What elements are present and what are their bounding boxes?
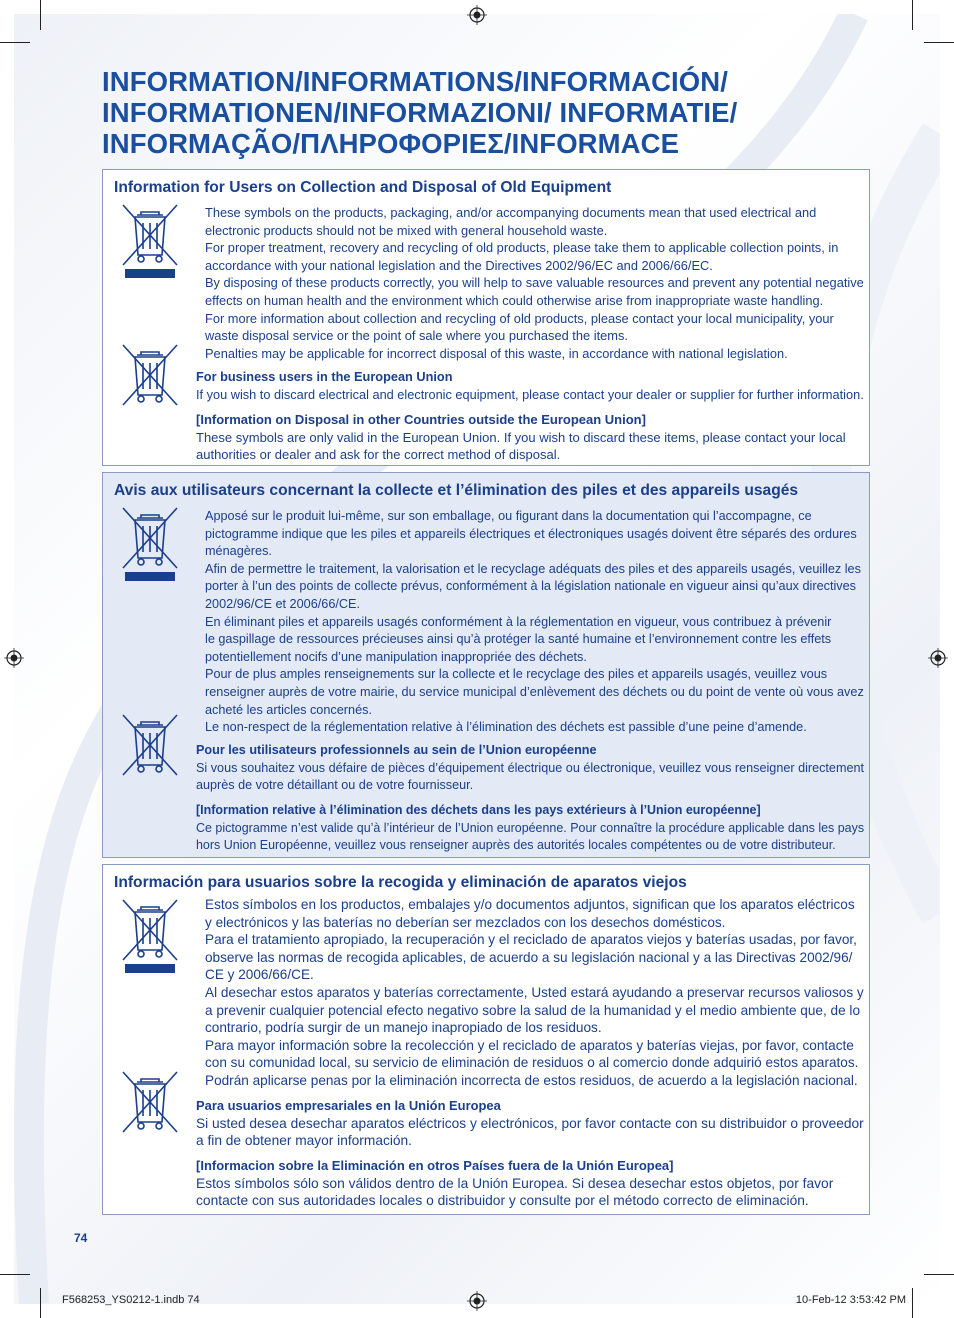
body-line: effects on human health and the environment which could otherwise arise from inappropriate waste handling. [205, 292, 824, 308]
registration-mark-icon [4, 648, 24, 668]
body-line: hors Union Européenne, veuillez vous renseigner auprès des autorités locales compétentes ou de votre distributeur. [196, 837, 836, 853]
body-line: contacte con sus autoridades locales o distribuidor y consulte por el método correcto de eliminación. [196, 1193, 809, 1209]
outside-heading: [Informacion sobre la Eliminación en otros Países fuera de la Unión Europea] [196, 1158, 674, 1173]
body-line: porter à l’un des points de collecte prévus, conformément à la législation nationale en vigueur ainsi qu’aux directives [205, 578, 857, 594]
body-line: CE y 2006/66/CE. [205, 967, 314, 983]
crop-mark [0, 42, 30, 43]
body-line: En éliminant piles et appareils usagés conformément à la réglementation en vigueur, vous contribuez à prévenir [205, 613, 832, 629]
body-line: Si usted desea desechar aparatos eléctricos y electrónicos, por favor contacte con su distribuidor o proveedor [196, 1115, 864, 1131]
outside-heading: [Information relative à l’élimination des déchets dans les pays extérieurs à l’Union européenne] [196, 802, 761, 817]
section-heading: Avis aux utilisateurs concernant la collecte et l’élimination des piles et des appareils usagés [114, 482, 799, 499]
body-line: Penalties may be applicable for incorrect disposal of this waste, in accordance with national legislation. [205, 345, 788, 361]
crop-mark [40, 0, 41, 30]
body-line: Le non-respect de la réglementation relative à l’élimination des déchets est passible d’une peine d’amende. [205, 719, 807, 735]
crossed-bin-icon [121, 713, 179, 779]
crossed-bin-icon [121, 1070, 179, 1136]
crop-mark [924, 1274, 954, 1275]
section-heading: Información para usuarios sobre la recogida y eliminación de aparatos viejos [114, 874, 687, 891]
business-heading: For business users in the European Union [196, 369, 453, 384]
body-line: acheté les articles concernés. [205, 701, 372, 717]
section-english [102, 169, 870, 466]
body-line: For more information about collection and recycling of old products, please contact your local municipality, your [205, 310, 834, 326]
crossed-bin-icon [121, 898, 179, 976]
body-line: Al desechar estos aparatos y baterías correctamente, Usted estará ayudando a preservar recursos valiosos y [205, 984, 864, 1000]
outside-heading: [Information on Disposal in other Countries outside the European Union] [196, 412, 646, 427]
crop-mark [40, 1288, 41, 1318]
crossed-bin-icon [121, 203, 179, 281]
body-line: con su comunidad local, su servicio de eliminación de residuos o al comercio donde adquirió estos aparatos. [205, 1055, 859, 1071]
body-line: renseigner auprès de votre mairie, du service municipal d’enlèvement des déchets ou du point de vente où vous avez [205, 683, 864, 699]
body-line: If you wish to discard electrical and electronic equipment, please contact your dealer or supplier for further information. [196, 386, 864, 402]
body-line: Podrán aplicarse penas por la eliminación incorrecta de estos residuos, de acuerdo a la legislación nacional. [205, 1072, 858, 1088]
title-line: INFORMATIONEN/INFORMAZIONI/ INFORMATIE/ [102, 97, 738, 128]
page-number: 74 [74, 1231, 88, 1245]
body-line: 2002/96/CE et 2006/66/CE. [205, 595, 361, 611]
body-line: a prevenir cualquier potencial efecto negativo sobre la salud de la humanidad y el medio ambiente que, de lo [205, 1002, 861, 1018]
section-spanish [102, 864, 870, 1215]
body-line: accordance with your national legislation and the Directives 2002/96/EC and 2006/66/EC. [205, 257, 713, 273]
crop-mark [912, 1288, 913, 1318]
outside-eu-block [196, 411, 846, 464]
body-line: These symbols on the products, packaging, and/or accompanying documents mean that used electrical and [205, 205, 817, 220]
body-line: Afin de permettre le traitement, la valorisation et le recyclage adéquats des piles et des appareils usagés, veuillez les [205, 560, 861, 576]
crossed-bin-icon [121, 343, 179, 409]
registration-mark-icon [467, 1291, 487, 1311]
body-line: Para el tratamiento apropiado, la recuperación y el reciclado de aparatos viejos y baterías usadas, por favor, [205, 932, 857, 948]
business-heading: Pour les utilisateurs professionnels au sein de l’Union européenne [196, 742, 597, 757]
body-line: These symbols are only valid in the European Union. If you wish to discard these items, please contact your local [196, 429, 846, 445]
business-users-block [196, 1097, 864, 1150]
body-line: ménagères. [205, 543, 272, 559]
section-french [102, 472, 870, 858]
body-line: le gaspillage de ressources précieuses ainsi qu’à protéger la santé humaine et l’environnement contre les effets [205, 631, 832, 647]
crop-mark [0, 1274, 30, 1275]
title-line: INFORMAÇÃO/ΠΛΗΡΟΦΟΡΙΕΣ/INFORMACE [102, 128, 680, 159]
section-body [205, 896, 864, 1090]
body-line: potentiellement nocifs d’une manipulation inappropriée des déchets. [205, 648, 587, 664]
body-line: y electrónicos y las baterías no deberían ser mezclados con los desechos domésticos. [205, 914, 726, 930]
crossed-bin-icon [121, 506, 179, 584]
business-heading: Para usuarios empresariales en la Unión Europea [196, 1098, 501, 1113]
body-line: contrario, podría surgir de un manejo inapropiado de los residuos. [205, 1020, 602, 1036]
body-line: auprès de votre détaillant ou de votre fournisseur. [196, 777, 474, 793]
outside-eu-block [196, 1157, 833, 1210]
body-line: authorities or dealer and ask for the correct method of disposal. [196, 447, 561, 463]
body-line: a fin de obtener mayor información. [196, 1133, 412, 1149]
outside-eu-block [196, 801, 864, 854]
body-line: For proper treatment, recovery and recycling of old products, please take them to applicable collection points, in [205, 240, 839, 256]
crop-mark [912, 0, 913, 30]
body-line: By disposing of these products correctly, you will help to save valuable resources and prevent any potential negative [205, 275, 864, 291]
body-line: observe las normas de recogida aplicables, de acuerdo a su legislación nacional y a las Directivas 2002/96/ [205, 949, 853, 965]
business-users-block [196, 741, 864, 794]
body-line: waste disposal service or the point of sale where you purchased the items. [205, 328, 628, 344]
body-line: Ce pictogramme n’est valide qu’à l’intérieur de l’Union européenne. Pour connaître la procédure applicable dans les pays [196, 819, 865, 835]
page-title [102, 66, 882, 159]
body-line: pictogramme indique que les piles et appareils électriques et électroniques usagés doivent être séparés des ordures [205, 525, 857, 541]
body-line: Apposé sur le produit lui-même, sur son emballage, ou figurant dans la documentation qui l’accompagne, ce [205, 508, 812, 523]
body-line: Estos símbolos en los productos, embalajes y/o documentos adjuntos, significan que los aparatos eléctricos [205, 897, 855, 912]
business-users-block [196, 368, 864, 403]
title-line: INFORMATION/INFORMATIONS/INFORMACIÓN/ [102, 66, 728, 97]
body-line: Para mayor información sobre la recolección y el reciclado de aparatos y baterías viejas, por favor, contacte [205, 1037, 854, 1053]
section-body [205, 204, 864, 362]
body-line: electronic products should not be mixed with general household waste. [205, 222, 608, 238]
body-line: Pour de plus amples renseignements sur la collecte et le recyclage des piles et appareils usagés, veuillez vous [205, 666, 828, 682]
registration-mark-icon [928, 648, 948, 668]
section-body [205, 507, 864, 736]
section-heading: Information for Users on Collection and Disposal of Old Equipment [114, 179, 612, 196]
crop-mark [924, 42, 954, 43]
body-line: Estos símbolos sólo son válidos dentro de la Unión Europea. Si desea desechar estos objetos, por favor [196, 1175, 834, 1191]
body-line: Si vous souhaitez vous défaire de pièces d’équipement électrique ou électronique, veuillez vous renseigner directement [196, 759, 865, 775]
registration-mark-icon [467, 5, 487, 25]
footer-file-info: F568253_YS0212-1.indb 74 [62, 1294, 200, 1306]
footer-timestamp: 10-Feb-12 3:53:42 PM [795, 1294, 906, 1306]
